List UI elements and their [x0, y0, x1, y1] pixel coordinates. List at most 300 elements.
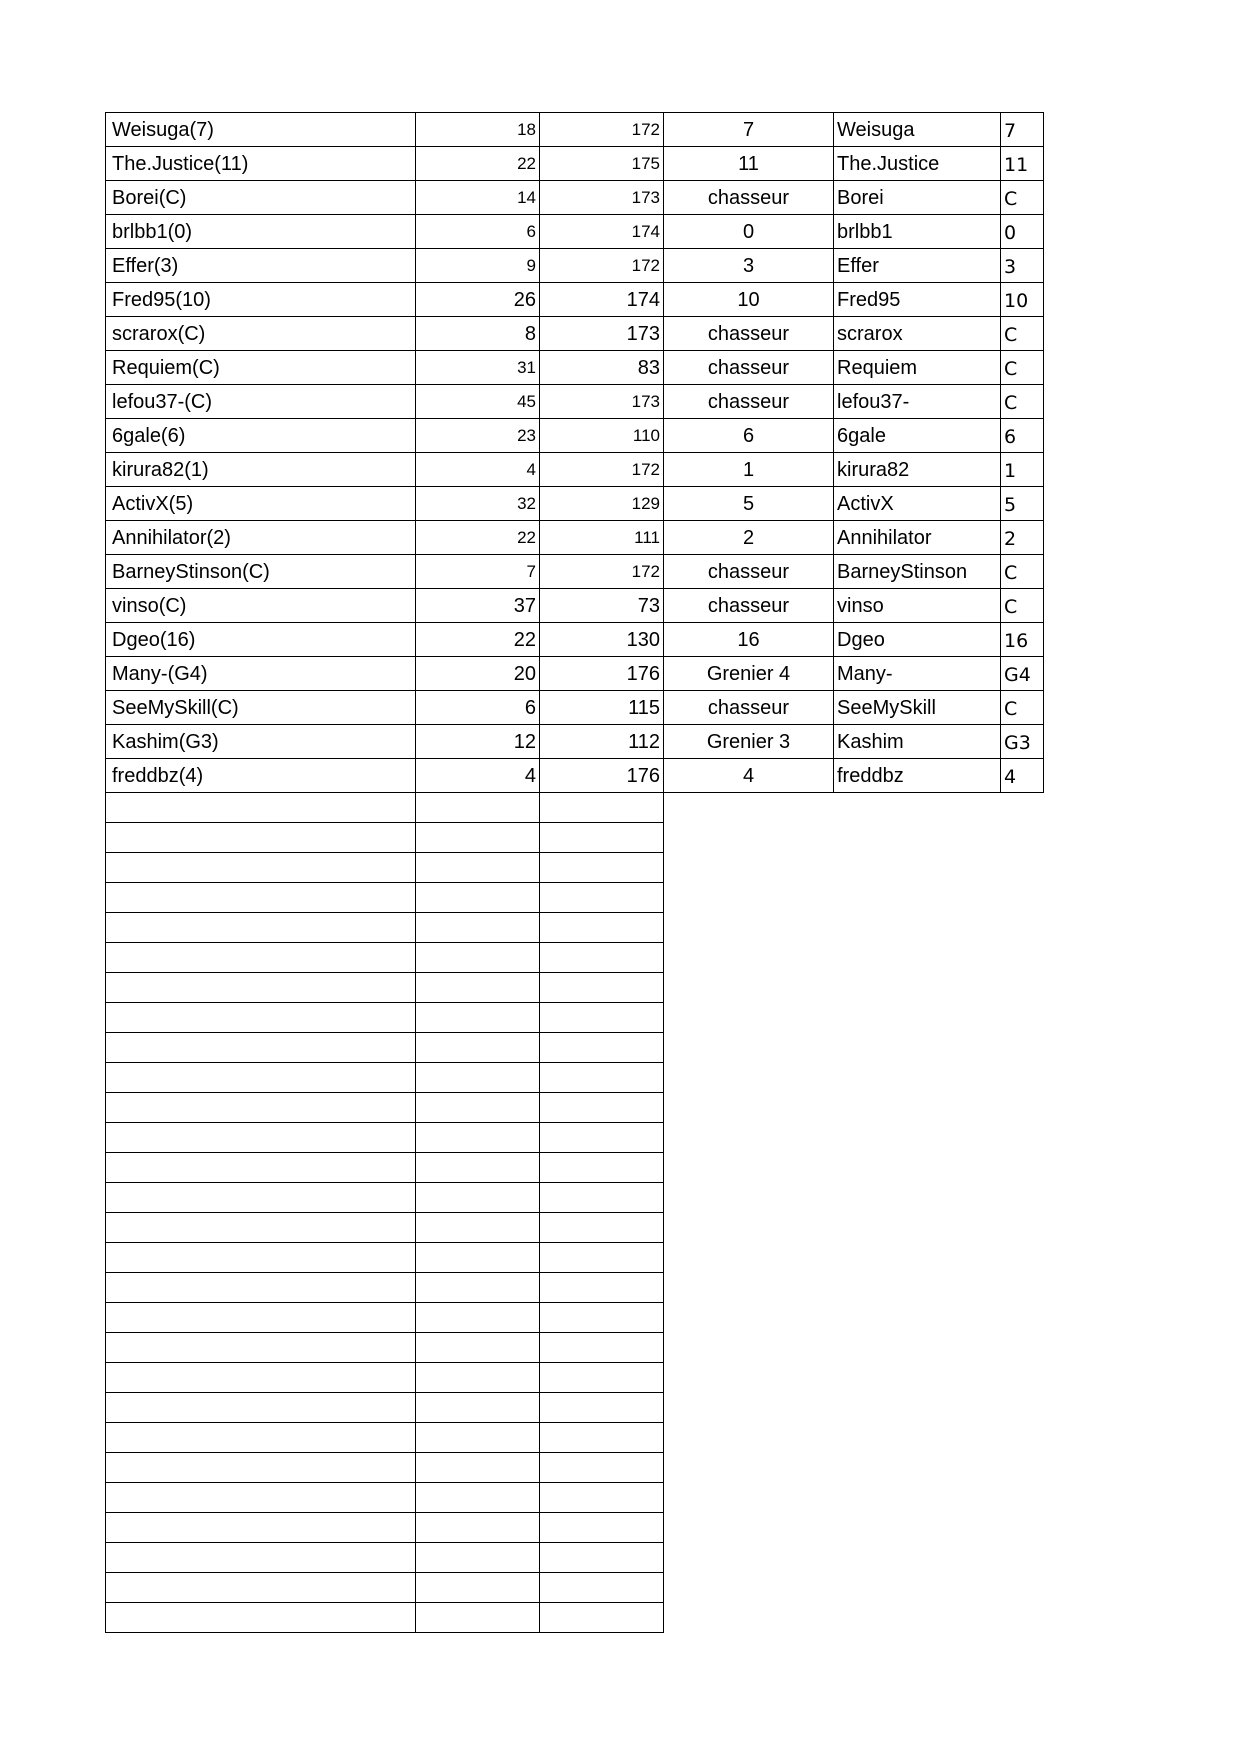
player-name-cell[interactable]: Kashim(G3) — [106, 725, 416, 759]
code-cell[interactable]: 5 — [1001, 487, 1044, 521]
empty-cell[interactable] — [416, 1453, 540, 1483]
empty-cell[interactable] — [540, 1063, 664, 1093]
code-cell[interactable]: 3 — [1001, 249, 1044, 283]
code-cell[interactable]: 4 — [1001, 759, 1044, 793]
unbordered-cell — [834, 1183, 1001, 1213]
value-a-cell[interactable]: 6 — [416, 691, 540, 725]
player-name-cell[interactable]: lefou37-(C) — [106, 385, 416, 419]
empty-table-row — [106, 973, 1044, 1003]
role-cell[interactable]: chasseur — [664, 589, 834, 623]
player-name-cell[interactable]: scrarox(C) — [106, 317, 416, 351]
empty-cell[interactable] — [416, 1183, 540, 1213]
empty-cell[interactable] — [416, 1303, 540, 1333]
unbordered-cell — [834, 1243, 1001, 1273]
table-row — [106, 317, 1044, 351]
empty-table-row — [106, 1273, 1044, 1303]
unbordered-cell — [664, 1003, 834, 1033]
unbordered-cell — [1001, 1393, 1044, 1423]
table-row — [106, 113, 1044, 147]
value-a-cell[interactable]: 20 — [416, 657, 540, 691]
player-name-cell[interactable]: vinso(C) — [106, 589, 416, 623]
empty-table-row — [106, 1543, 1044, 1573]
value-b-cell[interactable]: 173 — [540, 181, 664, 215]
unbordered-cell — [664, 1483, 834, 1513]
short-name-cell[interactable]: Many- — [834, 657, 1001, 691]
code-cell[interactable]: 6 — [1001, 419, 1044, 453]
value-b-cell[interactable]: 115 — [540, 691, 664, 725]
empty-cell[interactable] — [540, 1093, 664, 1123]
table-row — [106, 249, 1044, 283]
unbordered-cell — [664, 1393, 834, 1423]
value-b-cell[interactable]: 173 — [540, 317, 664, 351]
unbordered-cell — [834, 1033, 1001, 1063]
empty-cell[interactable] — [540, 1513, 664, 1543]
value-b-cell[interactable]: 176 — [540, 657, 664, 691]
empty-cell[interactable] — [416, 1603, 540, 1633]
unbordered-cell — [834, 1333, 1001, 1363]
empty-cell[interactable] — [106, 1093, 416, 1123]
code-cell[interactable]: 7 — [1001, 113, 1044, 147]
code-cell[interactable]: 11 — [1001, 147, 1044, 181]
empty-cell[interactable] — [540, 1303, 664, 1333]
unbordered-cell — [664, 883, 834, 913]
short-name-cell[interactable]: kirura82 — [834, 453, 1001, 487]
player-name-cell[interactable]: Dgeo(16) — [106, 623, 416, 657]
table-row — [106, 725, 1044, 759]
empty-table-row — [106, 1333, 1044, 1363]
empty-cell[interactable] — [540, 1453, 664, 1483]
empty-cell[interactable] — [416, 973, 540, 1003]
unbordered-cell — [664, 1453, 834, 1483]
role-cell[interactable]: Grenier 4 — [664, 657, 834, 691]
unbordered-cell — [664, 1543, 834, 1573]
code-cell[interactable]: C — [1001, 317, 1044, 351]
empty-table-row — [106, 793, 1044, 823]
unbordered-cell — [1001, 1213, 1044, 1243]
short-name-cell[interactable]: Weisuga — [834, 113, 1001, 147]
unbordered-cell — [834, 1363, 1001, 1393]
unbordered-cell — [664, 1303, 834, 1333]
short-name-cell[interactable]: SeeMySkill — [834, 691, 1001, 725]
empty-cell[interactable] — [416, 943, 540, 973]
empty-cell[interactable] — [106, 1063, 416, 1093]
unbordered-cell — [834, 1603, 1001, 1633]
empty-cell[interactable] — [416, 1333, 540, 1363]
empty-cell[interactable] — [416, 1423, 540, 1453]
empty-cell[interactable] — [416, 1123, 540, 1153]
table-row — [106, 215, 1044, 249]
code-cell[interactable]: C — [1001, 589, 1044, 623]
empty-cell[interactable] — [540, 883, 664, 913]
empty-cell[interactable] — [540, 1003, 664, 1033]
unbordered-cell — [1001, 883, 1044, 913]
table-row — [106, 521, 1044, 555]
short-name-cell[interactable]: Effer — [834, 249, 1001, 283]
value-b-cell[interactable]: 112 — [540, 725, 664, 759]
empty-cell[interactable] — [416, 1273, 540, 1303]
unbordered-cell — [1001, 943, 1044, 973]
player-name-cell[interactable]: ActivX(5) — [106, 487, 416, 521]
unbordered-cell — [1001, 973, 1044, 1003]
unbordered-cell — [1001, 1483, 1044, 1513]
unbordered-cell — [664, 853, 834, 883]
empty-cell[interactable] — [540, 1603, 664, 1633]
unbordered-cell — [664, 793, 834, 823]
empty-table-row — [106, 1033, 1044, 1063]
empty-table-row — [106, 1183, 1044, 1213]
empty-cell[interactable] — [416, 823, 540, 853]
table-row — [106, 487, 1044, 521]
empty-table-row — [106, 853, 1044, 883]
empty-cell[interactable] — [540, 913, 664, 943]
value-a-cell[interactable]: 31 — [416, 351, 540, 385]
empty-cell[interactable] — [416, 1483, 540, 1513]
unbordered-cell — [834, 1153, 1001, 1183]
empty-cell[interactable] — [106, 883, 416, 913]
value-a-cell[interactable]: 9 — [416, 249, 540, 283]
short-name-cell[interactable]: Fred95 — [834, 283, 1001, 317]
role-cell[interactable]: 5 — [664, 487, 834, 521]
role-cell[interactable]: 10 — [664, 283, 834, 317]
code-cell[interactable]: C — [1001, 181, 1044, 215]
empty-cell[interactable] — [416, 1393, 540, 1423]
role-cell[interactable]: 1 — [664, 453, 834, 487]
empty-table-row — [106, 943, 1044, 973]
empty-cell[interactable] — [416, 1213, 540, 1243]
unbordered-cell — [834, 1393, 1001, 1423]
value-b-cell[interactable]: 172 — [540, 113, 664, 147]
empty-cell[interactable] — [106, 1273, 416, 1303]
empty-cell[interactable] — [106, 1483, 416, 1513]
role-cell[interactable]: 4 — [664, 759, 834, 793]
value-a-cell[interactable]: 7 — [416, 555, 540, 589]
empty-cell[interactable] — [540, 1363, 664, 1393]
empty-cell[interactable] — [416, 793, 540, 823]
code-cell[interactable]: 1 — [1001, 453, 1044, 487]
role-cell[interactable]: chasseur — [664, 351, 834, 385]
unbordered-cell — [664, 913, 834, 943]
empty-cell[interactable] — [106, 1333, 416, 1363]
unbordered-cell — [1001, 823, 1044, 853]
player-name-cell[interactable]: Requiem(C) — [106, 351, 416, 385]
empty-cell[interactable] — [106, 823, 416, 853]
unbordered-cell — [1001, 1513, 1044, 1543]
role-cell[interactable]: chasseur — [664, 555, 834, 589]
value-b-cell[interactable]: 172 — [540, 453, 664, 487]
role-cell[interactable]: 11 — [664, 147, 834, 181]
player-name-cell[interactable]: Many-(G4) — [106, 657, 416, 691]
empty-cell[interactable] — [540, 1423, 664, 1453]
value-a-cell[interactable]: 22 — [416, 147, 540, 181]
value-b-cell[interactable]: 175 — [540, 147, 664, 181]
empty-cell[interactable] — [416, 853, 540, 883]
player-name-cell[interactable]: kirura82(1) — [106, 453, 416, 487]
player-name-cell[interactable]: brlbb1(0) — [106, 215, 416, 249]
unbordered-cell — [834, 973, 1001, 1003]
code-cell[interactable]: 10 — [1001, 283, 1044, 317]
table-row — [106, 181, 1044, 215]
empty-cell[interactable] — [540, 823, 664, 853]
unbordered-cell — [834, 1213, 1001, 1243]
empty-table-row — [106, 1513, 1044, 1543]
empty-cell[interactable] — [540, 1483, 664, 1513]
empty-cell[interactable] — [540, 1123, 664, 1153]
empty-table-row — [106, 1483, 1044, 1513]
code-cell[interactable]: G4 — [1001, 657, 1044, 691]
value-a-cell[interactable]: 26 — [416, 283, 540, 317]
code-cell[interactable]: 0 — [1001, 215, 1044, 249]
empty-cell[interactable] — [106, 1213, 416, 1243]
role-cell[interactable]: 6 — [664, 419, 834, 453]
table-row — [106, 691, 1044, 725]
code-cell[interactable]: C — [1001, 385, 1044, 419]
unbordered-cell — [834, 913, 1001, 943]
unbordered-cell — [664, 943, 834, 973]
player-name-cell[interactable]: 6gale(6) — [106, 419, 416, 453]
empty-cell[interactable] — [106, 1513, 416, 1543]
short-name-cell[interactable]: 6gale — [834, 419, 1001, 453]
player-name-cell[interactable]: The.Justice(11) — [106, 147, 416, 181]
value-b-cell[interactable]: 110 — [540, 419, 664, 453]
value-a-cell[interactable]: 8 — [416, 317, 540, 351]
role-cell[interactable]: chasseur — [664, 691, 834, 725]
player-name-cell[interactable]: freddbz(4) — [106, 759, 416, 793]
role-cell[interactable]: chasseur — [664, 385, 834, 419]
empty-cell[interactable] — [540, 1543, 664, 1573]
unbordered-cell — [1001, 1363, 1044, 1393]
short-name-cell[interactable]: The.Justice — [834, 147, 1001, 181]
empty-cell[interactable] — [106, 1453, 416, 1483]
unbordered-cell — [1001, 853, 1044, 883]
empty-cell[interactable] — [540, 1183, 664, 1213]
value-b-cell[interactable]: 173 — [540, 385, 664, 419]
code-cell[interactable]: 2 — [1001, 521, 1044, 555]
table-row — [106, 283, 1044, 317]
value-b-cell[interactable]: 129 — [540, 487, 664, 521]
role-cell[interactable]: 0 — [664, 215, 834, 249]
role-cell[interactable]: 7 — [664, 113, 834, 147]
unbordered-cell — [664, 1033, 834, 1063]
value-a-cell[interactable]: 45 — [416, 385, 540, 419]
value-b-cell[interactable]: 172 — [540, 555, 664, 589]
empty-table-row — [106, 883, 1044, 913]
empty-cell[interactable] — [416, 1363, 540, 1393]
code-cell[interactable]: C — [1001, 555, 1044, 589]
code-cell[interactable]: C — [1001, 691, 1044, 725]
unbordered-cell — [834, 1063, 1001, 1093]
value-a-cell[interactable]: 32 — [416, 487, 540, 521]
empty-cell[interactable] — [540, 973, 664, 1003]
empty-cell[interactable] — [540, 1333, 664, 1363]
empty-cell[interactable] — [106, 1243, 416, 1273]
unbordered-cell — [834, 1483, 1001, 1513]
player-name-cell[interactable]: Weisuga(7) — [106, 113, 416, 147]
empty-table-row — [106, 1453, 1044, 1483]
role-cell[interactable]: 2 — [664, 521, 834, 555]
short-name-cell[interactable]: lefou37- — [834, 385, 1001, 419]
value-a-cell[interactable]: 18 — [416, 113, 540, 147]
role-cell[interactable]: 3 — [664, 249, 834, 283]
empty-cell[interactable] — [416, 1033, 540, 1063]
empty-cell[interactable] — [106, 1183, 416, 1213]
empty-cell[interactable] — [540, 853, 664, 883]
empty-cell[interactable] — [416, 1003, 540, 1033]
unbordered-cell — [664, 973, 834, 1003]
short-name-cell[interactable]: Annihilator — [834, 521, 1001, 555]
empty-cell[interactable] — [416, 1093, 540, 1123]
empty-table-row — [106, 1573, 1044, 1603]
empty-cell[interactable] — [106, 1303, 416, 1333]
empty-cell[interactable] — [106, 1423, 416, 1453]
code-cell[interactable]: G3 — [1001, 725, 1044, 759]
empty-cell[interactable] — [106, 1003, 416, 1033]
short-name-cell[interactable]: scrarox — [834, 317, 1001, 351]
empty-cell[interactable] — [106, 853, 416, 883]
unbordered-cell — [834, 1573, 1001, 1603]
value-b-cell[interactable]: 83 — [540, 351, 664, 385]
unbordered-cell — [1001, 1303, 1044, 1333]
short-name-cell[interactable]: freddbz — [834, 759, 1001, 793]
empty-cell[interactable] — [106, 1153, 416, 1183]
value-a-cell[interactable]: 4 — [416, 453, 540, 487]
unbordered-cell — [834, 1123, 1001, 1153]
unbordered-cell — [834, 1543, 1001, 1573]
value-a-cell[interactable]: 23 — [416, 419, 540, 453]
empty-table-row — [106, 823, 1044, 853]
empty-cell[interactable] — [540, 793, 664, 823]
value-b-cell[interactable]: 73 — [540, 589, 664, 623]
player-name-cell[interactable]: Effer(3) — [106, 249, 416, 283]
player-name-cell[interactable]: Fred95(10) — [106, 283, 416, 317]
empty-table-row — [106, 1243, 1044, 1273]
empty-cell[interactable] — [540, 1573, 664, 1603]
empty-cell[interactable] — [540, 1243, 664, 1273]
player-name-cell[interactable]: Borei(C) — [106, 181, 416, 215]
empty-cell[interactable] — [540, 1393, 664, 1423]
short-name-cell[interactable]: Requiem — [834, 351, 1001, 385]
unbordered-cell — [1001, 793, 1044, 823]
unbordered-cell — [664, 1333, 834, 1363]
unbordered-cell — [1001, 1003, 1044, 1033]
value-b-cell[interactable]: 176 — [540, 759, 664, 793]
value-b-cell[interactable]: 111 — [540, 521, 664, 555]
table-row — [106, 759, 1044, 793]
empty-cell[interactable] — [416, 1063, 540, 1093]
unbordered-cell — [664, 1603, 834, 1633]
empty-table-row — [106, 1093, 1044, 1123]
unbordered-cell — [834, 1093, 1001, 1123]
empty-cell[interactable] — [540, 1273, 664, 1303]
value-a-cell[interactable]: 22 — [416, 521, 540, 555]
value-a-cell[interactable]: 6 — [416, 215, 540, 249]
empty-cell[interactable] — [106, 1123, 416, 1153]
code-cell[interactable]: C — [1001, 351, 1044, 385]
empty-cell[interactable] — [540, 1033, 664, 1063]
role-cell[interactable]: chasseur — [664, 317, 834, 351]
empty-cell[interactable] — [540, 1213, 664, 1243]
empty-cell[interactable] — [416, 1573, 540, 1603]
unbordered-cell — [1001, 1573, 1044, 1603]
short-name-cell[interactable]: Dgeo — [834, 623, 1001, 657]
table-row — [106, 419, 1044, 453]
empty-cell[interactable] — [106, 1363, 416, 1393]
value-b-cell[interactable]: 174 — [540, 215, 664, 249]
player-name-cell[interactable]: SeeMySkill(C) — [106, 691, 416, 725]
empty-table-row — [106, 913, 1044, 943]
table-row — [106, 351, 1044, 385]
value-a-cell[interactable]: 4 — [416, 759, 540, 793]
empty-cell[interactable] — [106, 943, 416, 973]
role-cell[interactable]: 16 — [664, 623, 834, 657]
unbordered-cell — [664, 1423, 834, 1453]
empty-cell[interactable] — [416, 883, 540, 913]
unbordered-cell — [664, 1573, 834, 1603]
value-b-cell[interactable]: 174 — [540, 283, 664, 317]
unbordered-cell — [834, 793, 1001, 823]
unbordered-cell — [1001, 1243, 1044, 1273]
short-name-cell[interactable]: Kashim — [834, 725, 1001, 759]
value-b-cell[interactable]: 130 — [540, 623, 664, 657]
spreadsheet-body — [106, 113, 1044, 1633]
role-cell[interactable]: chasseur — [664, 181, 834, 215]
short-name-cell[interactable]: ActivX — [834, 487, 1001, 521]
empty-cell[interactable] — [106, 1603, 416, 1633]
empty-table-row — [106, 1603, 1044, 1633]
short-name-cell[interactable]: vinso — [834, 589, 1001, 623]
value-a-cell[interactable]: 22 — [416, 623, 540, 657]
empty-cell[interactable] — [416, 1543, 540, 1573]
empty-cell[interactable] — [540, 1153, 664, 1183]
table-row — [106, 623, 1044, 657]
unbordered-cell — [1001, 1123, 1044, 1153]
short-name-cell[interactable]: BarneyStinson — [834, 555, 1001, 589]
role-cell[interactable]: Grenier 3 — [664, 725, 834, 759]
value-a-cell[interactable]: 37 — [416, 589, 540, 623]
empty-table-row — [106, 1423, 1044, 1453]
value-b-cell[interactable]: 172 — [540, 249, 664, 283]
player-name-cell[interactable]: BarneyStinson(C) — [106, 555, 416, 589]
value-a-cell[interactable]: 12 — [416, 725, 540, 759]
unbordered-cell — [834, 883, 1001, 913]
empty-cell[interactable] — [106, 913, 416, 943]
value-a-cell[interactable]: 14 — [416, 181, 540, 215]
empty-cell[interactable] — [106, 1393, 416, 1423]
unbordered-cell — [664, 1093, 834, 1123]
empty-cell[interactable] — [106, 1033, 416, 1063]
unbordered-cell — [834, 823, 1001, 853]
short-name-cell[interactable]: Borei — [834, 181, 1001, 215]
short-name-cell[interactable]: brlbb1 — [834, 215, 1001, 249]
empty-cell[interactable] — [106, 1573, 416, 1603]
empty-cell[interactable] — [106, 793, 416, 823]
table-row — [106, 147, 1044, 181]
empty-cell[interactable] — [540, 943, 664, 973]
unbordered-cell — [1001, 1423, 1044, 1453]
empty-cell[interactable] — [416, 1513, 540, 1543]
empty-cell[interactable] — [106, 973, 416, 1003]
unbordered-cell — [664, 1243, 834, 1273]
empty-cell[interactable] — [416, 1243, 540, 1273]
empty-table-row — [106, 1213, 1044, 1243]
unbordered-cell — [664, 1063, 834, 1093]
unbordered-cell — [1001, 1063, 1044, 1093]
empty-cell[interactable] — [416, 913, 540, 943]
code-cell[interactable]: 16 — [1001, 623, 1044, 657]
unbordered-cell — [1001, 1333, 1044, 1363]
empty-cell[interactable] — [416, 1153, 540, 1183]
empty-cell[interactable] — [106, 1543, 416, 1573]
player-name-cell[interactable]: Annihilator(2) — [106, 521, 416, 555]
